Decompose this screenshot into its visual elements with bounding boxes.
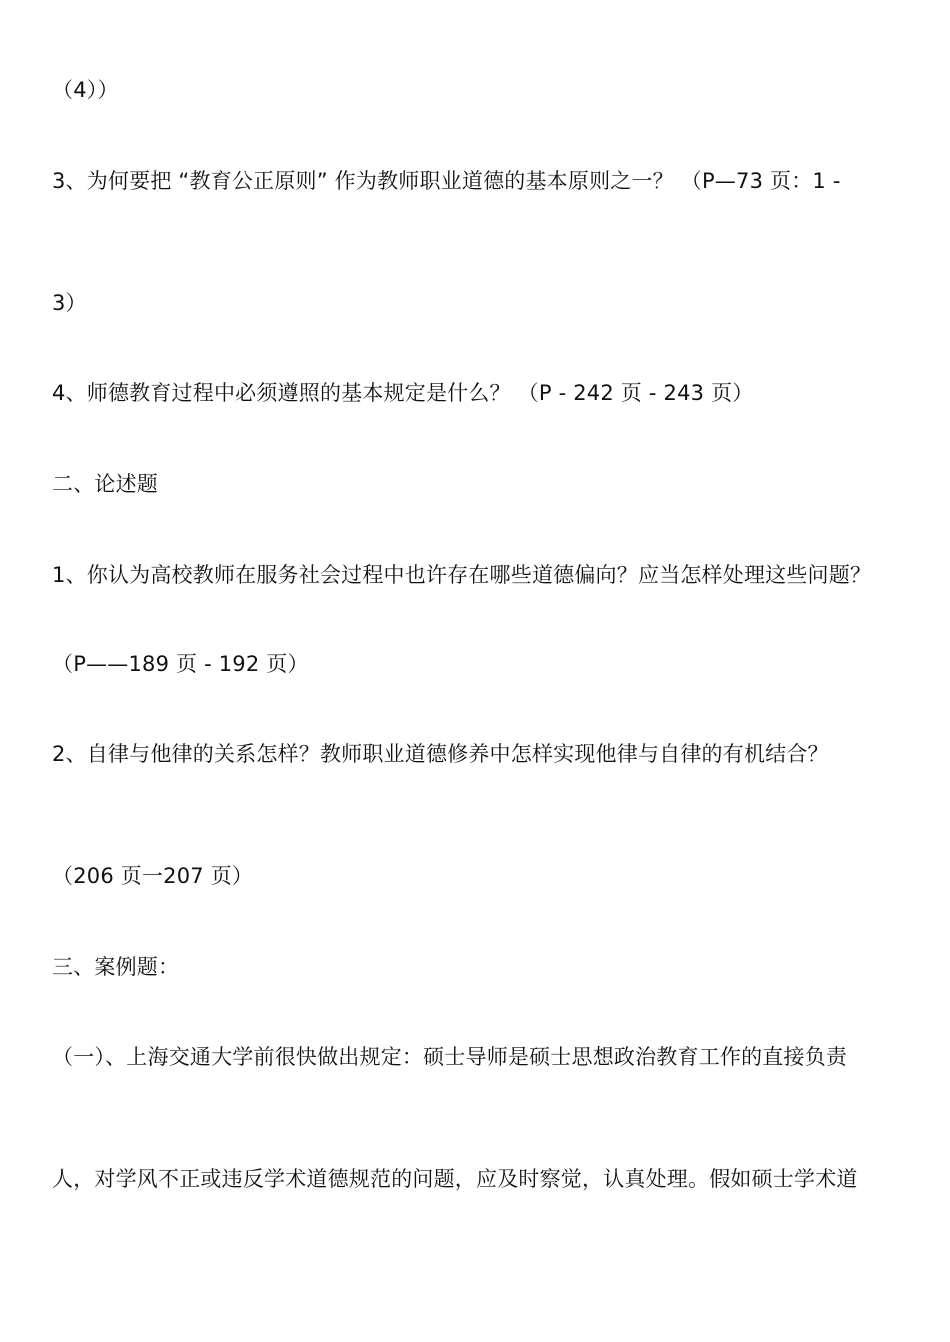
question-3: 3、为何要把 “教育公正原则” 作为教师职业道德的基本原则之一？ （P—73 页：1 - <box>52 169 841 193</box>
section-heading-case: 三、案例题： <box>52 955 180 979</box>
question-4: 4、师德教育过程中必须遵照的基本规定是什么？ （P - 242 页 - 243 页） <box>52 381 754 405</box>
essay-question-2-reference: （206 页一207 页） <box>52 864 254 888</box>
question-3-continued: 3） <box>52 291 87 315</box>
case-paragraph-line-1: （一）、上海交通大学前很快做出规定：硕士导师是硕士思想政治教育工作的直接负责 <box>52 1045 848 1069</box>
essay-question-1-reference: （P——189 页 - 192 页） <box>52 652 309 676</box>
case-paragraph-line-2: 人，对学风不正或违反学术道德规范的问题，应及时察觉，认真处理。假如硕士学术道 <box>52 1167 858 1191</box>
section-heading-essay: 二、论述题 <box>52 472 158 496</box>
essay-question-1: 1、你认为高校教师在服务社会过程中也许存在哪些道德偏向？应当怎样处理这些问题？ <box>52 563 872 587</box>
essay-question-2: 2、自律与他律的关系怎样？教师职业道德修养中怎样实现他律与自律的有机结合？ <box>52 742 829 766</box>
text-line-item4-close: （4）） <box>52 78 119 102</box>
